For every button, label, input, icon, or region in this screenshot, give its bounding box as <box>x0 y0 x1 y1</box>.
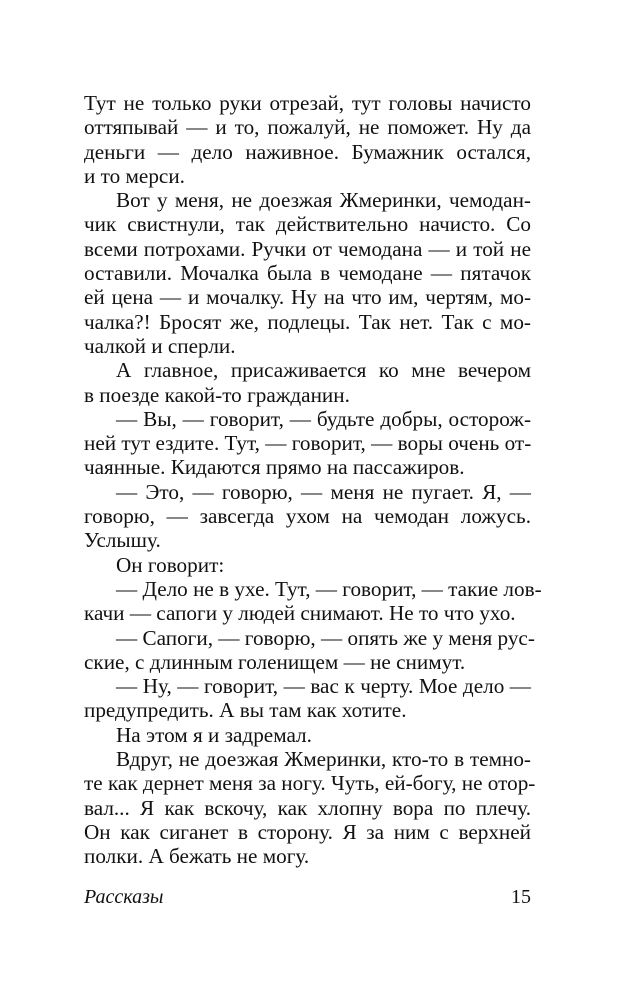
text-line: — Дело не в ухе. Тут, — говорит, — такие лов- <box>116 576 542 601</box>
paragraph <box>84 553 531 577</box>
paragraph <box>84 723 531 747</box>
text-line: вал... Я как вскочу, как хлопну вора по плечу. <box>84 795 531 820</box>
page-number: 15 <box>511 886 531 908</box>
text-line: Вдруг, не доезжая Жмеринки, кто-то в темно- <box>116 747 531 772</box>
text-line: А главное, присаживается ко мне вечером <box>116 358 531 383</box>
paragraph <box>84 480 531 553</box>
text-line: Он как сиганет в сторону. Я за ним с верхней <box>84 819 531 844</box>
text-line: — Ну, — говорит, — вас к черту. Мое дело — <box>116 674 531 699</box>
text-line: Он говорит: <box>116 552 225 577</box>
text-line: ские, с длинным голенищем — не снимут. <box>84 649 466 674</box>
text-line: качи — сапоги у людей снимают. Не то что ухо. <box>84 601 516 626</box>
paragraph <box>84 407 531 480</box>
text-line: Услышу. <box>84 528 161 553</box>
text-line: предупредить. А вы там как хотите. <box>84 698 407 723</box>
text-line: — Это, — говорю, — меня не пугает. Я, — <box>116 479 531 504</box>
text-line: и то мерси. <box>84 163 185 188</box>
text-line: чаянные. Кидаются прямо на пассажиров. <box>84 455 465 480</box>
paragraph <box>84 91 531 188</box>
paragraph <box>84 576 542 626</box>
book-title: Рассказы <box>84 886 164 908</box>
text-line: полки. А бежать не могу. <box>84 844 310 869</box>
text-line: те как дернет меня за ногу. Чуть, ей-богу, не отор- <box>84 771 536 796</box>
text-line: чалкой и сперли. <box>84 333 236 358</box>
text-line: — Вы, — говорит, — будьте добры, осторож- <box>116 406 531 431</box>
text-line: ей цена — и мочалку. Ну на что им, чертям, мо- <box>84 285 531 310</box>
text-line: чалка?! Бросят же, подлецы. Так нет. Так с мо- <box>84 309 531 334</box>
paragraph <box>84 188 531 358</box>
paragraph <box>84 747 536 869</box>
paragraph <box>84 358 531 407</box>
page-body <box>84 91 542 869</box>
text-line: оставили. Мочалка была в чемодане — пятачок <box>84 261 531 286</box>
text-line: всеми потрохами. Ручки от чемодана — и той не <box>84 236 531 261</box>
paragraph <box>84 625 535 675</box>
text-line: чик свистнули, так действительно начисто. Со <box>84 212 531 237</box>
text-line: — Сапоги, — говорю, — опять же у меня рус- <box>116 625 535 650</box>
text-line: в поезде какой-то гражданин. <box>84 382 350 407</box>
paragraph <box>84 674 531 723</box>
text-line: говорю, — завсегда ухом на чемодан ложусь. <box>84 504 531 529</box>
text-line: Тут не только руки отрезай, тут головы начисто <box>84 91 531 115</box>
text-line: На этом я и задремал. <box>116 722 312 747</box>
text-line: ней тут ездите. Тут, — говорит, — воры очень от- <box>84 431 532 456</box>
text-line: оттяпывай — и то, пожалуй, не поможет. Ну да <box>84 115 531 140</box>
text-line: Вот у меня, не доезжая Жмеринки, чемодан- <box>116 188 531 213</box>
text-line: деньги — дело наживное. Бумажник остался, <box>84 139 531 164</box>
